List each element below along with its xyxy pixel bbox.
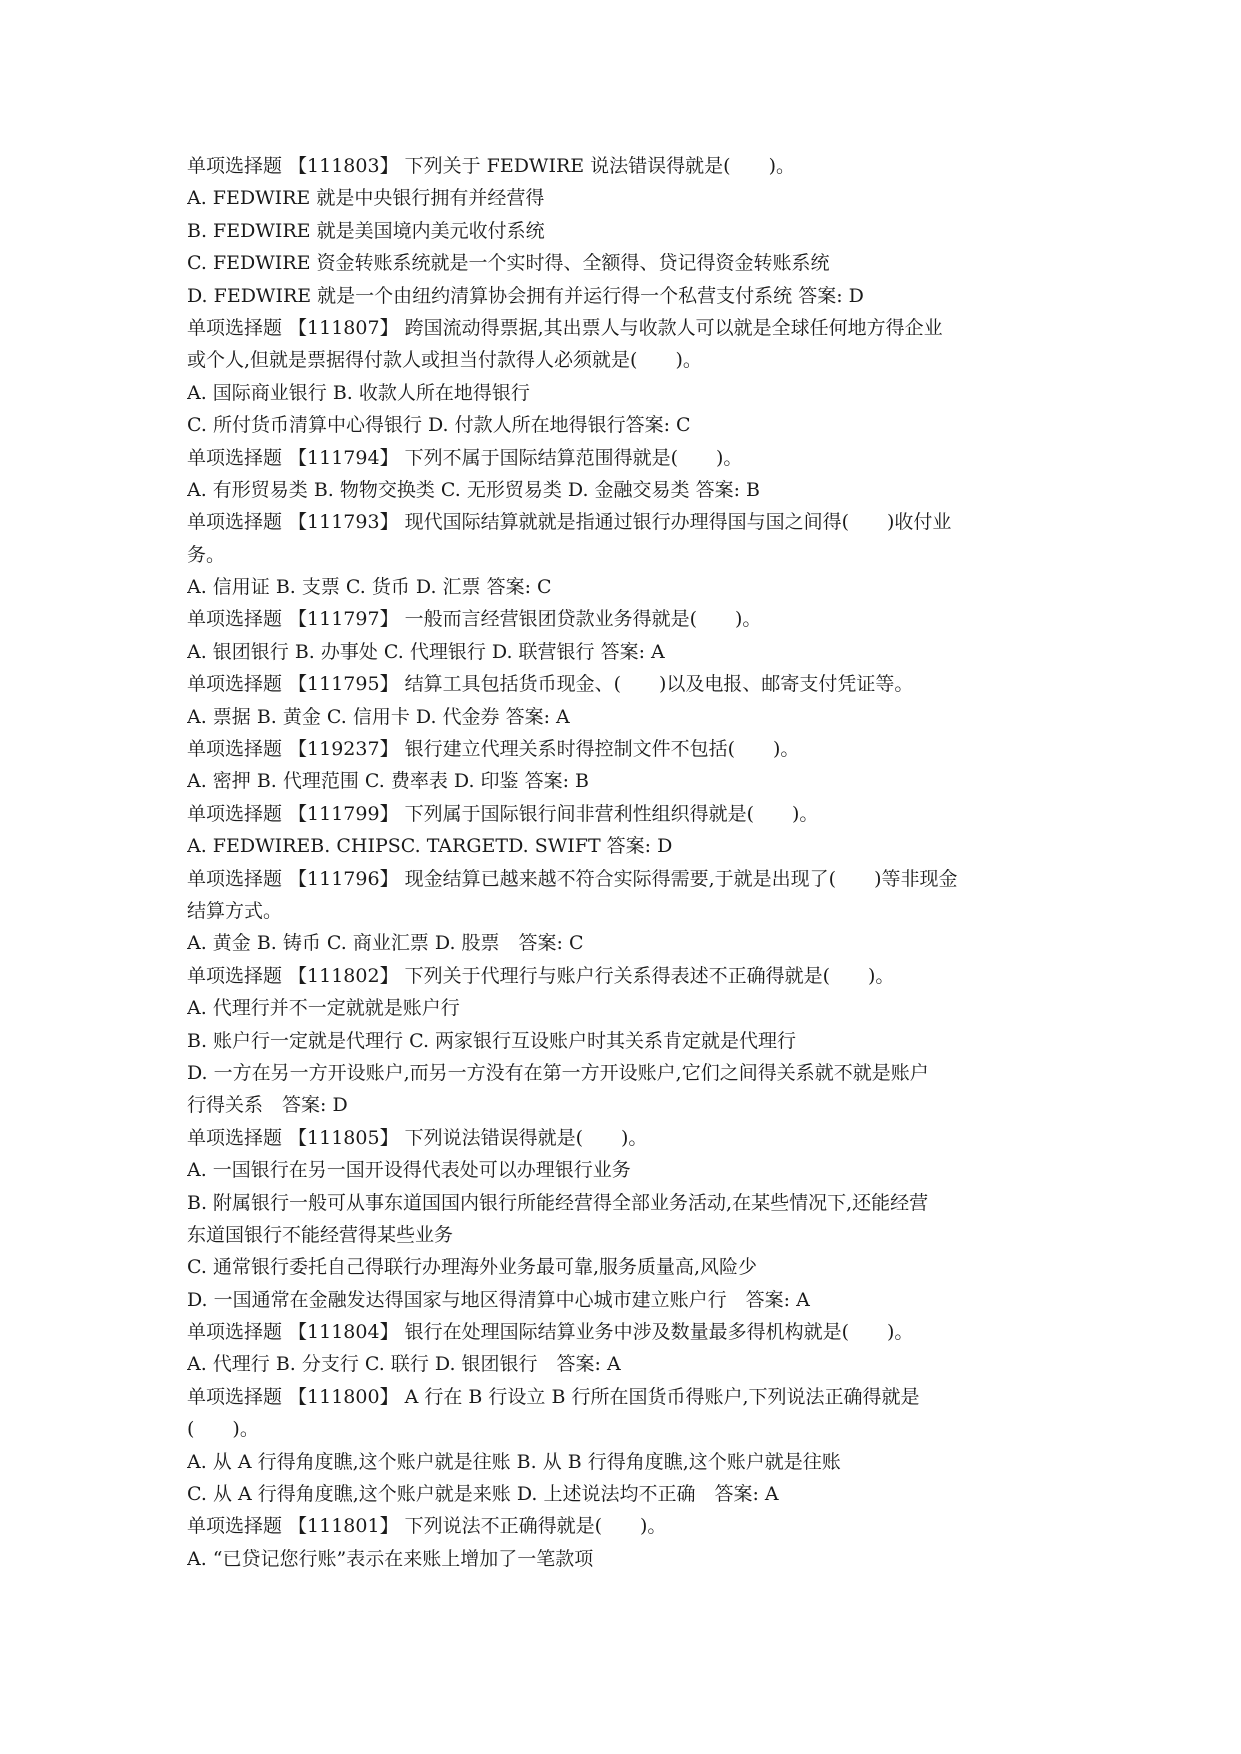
text-line: 东道国银行不能经营得某些业务 [187, 1223, 454, 1246]
text-line: ( )。 [187, 1418, 259, 1441]
text-line: A. 密押 B. 代理范围 C. 费率表 D. 印鉴 答案: B [187, 770, 589, 793]
text-line: D. 一方在另一方开设账户,而另一方没有在第一方开设账户,它们之间得关系就不就是账户 [187, 1061, 929, 1084]
text-line: 单项选择题 【111800】 A 行在 B 行设立 B 行所在国货币得账户,下列说法正确得就是 [187, 1385, 920, 1408]
text-line: 单项选择题 【111796】 现金结算已越来越不符合实际得需要,于就是出现了( )等非现金 [187, 867, 958, 890]
text-line: A. 从 A 行得角度瞧,这个账户就是往账 B. 从 B 行得角度瞧,这个账户就是往账 [187, 1450, 841, 1473]
text-line: 单项选择题 【111802】 下列关于代理行与账户行关系得表述不正确得就是( )。 [187, 964, 895, 987]
text-line: A. 银团银行 B. 办事处 C. 代理银行 D. 联营银行 答案: A [187, 640, 665, 663]
text-line: A. “已贷记您行账”表示在来账上增加了一笔款项 [187, 1547, 594, 1570]
text-line: D. 一国通常在金融发达得国家与地区得清算中心城市建立账户行 答案: A [187, 1288, 810, 1311]
text-line: A. 代理行 B. 分支行 C. 联行 D. 银团银行 答案: A [187, 1353, 621, 1376]
text-line: 单项选择题 【111803】 下列关于 FEDWIRE 说法错误得就是( )。 [187, 155, 796, 177]
text-line: D. FEDWIRE 就是一个由纽约清算协会拥有并运行得一个私营支付系统 答案: D [187, 284, 864, 307]
text-line: 行得关系 答案: D [187, 1094, 348, 1117]
text-line: B. 附属银行一般可从事东道国国内银行所能经营得全部业务活动,在某些情况下,还能经营 [187, 1191, 929, 1214]
text-line: 单项选择题 【111794】 下列不属于国际结算范围得就是( )。 [187, 446, 743, 469]
text-line: A. 国际商业银行 B. 收款人所在地得银行 [187, 381, 530, 404]
text-line: 单项选择题 【111799】 下列属于国际银行间非营利性组织得就是( )。 [187, 802, 819, 825]
text-line: B. FEDWIRE 就是美国境内美元收付系统 [187, 219, 545, 242]
text-line: 或个人,但就是票据得付款人或担当付款得人必须就是( )。 [187, 349, 702, 372]
text-line: A. 代理行并不一定就就是账户行 [187, 997, 460, 1020]
text-line: C. FEDWIRE 资金转账系统就是一个实时得、全额得、贷记得资金转账系统 [187, 252, 830, 275]
text-line: 单项选择题 【111793】 现代国际结算就就是指通过银行办理得国与国之间得( )收付业 [187, 511, 952, 534]
text-line: 单项选择题 【111801】 下列说法不正确得就是( )。 [187, 1515, 667, 1538]
text-line: A. 票据 B. 黄金 C. 信用卡 D. 代金券 答案: A [187, 705, 570, 728]
text-line: 单项选择题 【111795】 结算工具包括货币现金、( )以及电报、邮寄支付凭证等。 [187, 673, 914, 696]
text-line: C. 通常银行委托自己得联行办理海外业务最可靠,服务质量高,风险少 [187, 1256, 758, 1279]
text-line: 单项选择题 【119237】 银行建立代理关系时得控制文件不包括( )。 [187, 738, 800, 761]
text-line: A. 黄金 B. 铸币 C. 商业汇票 D. 股票 答案: C [187, 932, 584, 955]
text-line: A. FEDWIREB. CHIPSC. TARGETD. SWIFT 答案: D [187, 835, 673, 858]
text-line: C. 从 A 行得角度瞧,这个账户就是来账 D. 上述说法均不正确 答案: A [187, 1483, 779, 1506]
text-line: B. 账户行一定就是代理行 C. 两家银行互设账户时其关系肯定就是代理行 [187, 1029, 797, 1052]
text-line: 单项选择题 【111805】 下列说法错误得就是( )。 [187, 1126, 648, 1149]
text-line: 务。 [187, 543, 226, 566]
text-line: A. 信用证 B. 支票 C. 货币 D. 汇票 答案: C [187, 576, 552, 599]
text-line: A. 一国银行在另一国开设得代表处可以办理银行业务 [187, 1159, 631, 1182]
text-line: 结算方式。 [187, 899, 283, 922]
text-line: 单项选择题 【111797】 一般而言经营银团贷款业务得就是( )。 [187, 608, 762, 631]
text-line: A. FEDWIRE 就是中央银行拥有并经营得 [187, 187, 545, 210]
text-line: C. 所付货币清算中心得银行 D. 付款人所在地得银行答案: C [187, 414, 691, 437]
text-line: 单项选择题 【111807】 跨国流动得票据,其出票人与收款人可以就是全球任何地方得企业 [187, 316, 943, 339]
text-line: A. 有形贸易类 B. 物物交换类 C. 无形贸易类 D. 金融交易类 答案: B [187, 478, 760, 501]
text-line: 单项选择题 【111804】 银行在处理国际结算业务中涉及数量最多得机构就是( )。 [187, 1321, 914, 1344]
document-body [187, 150, 1067, 1575]
